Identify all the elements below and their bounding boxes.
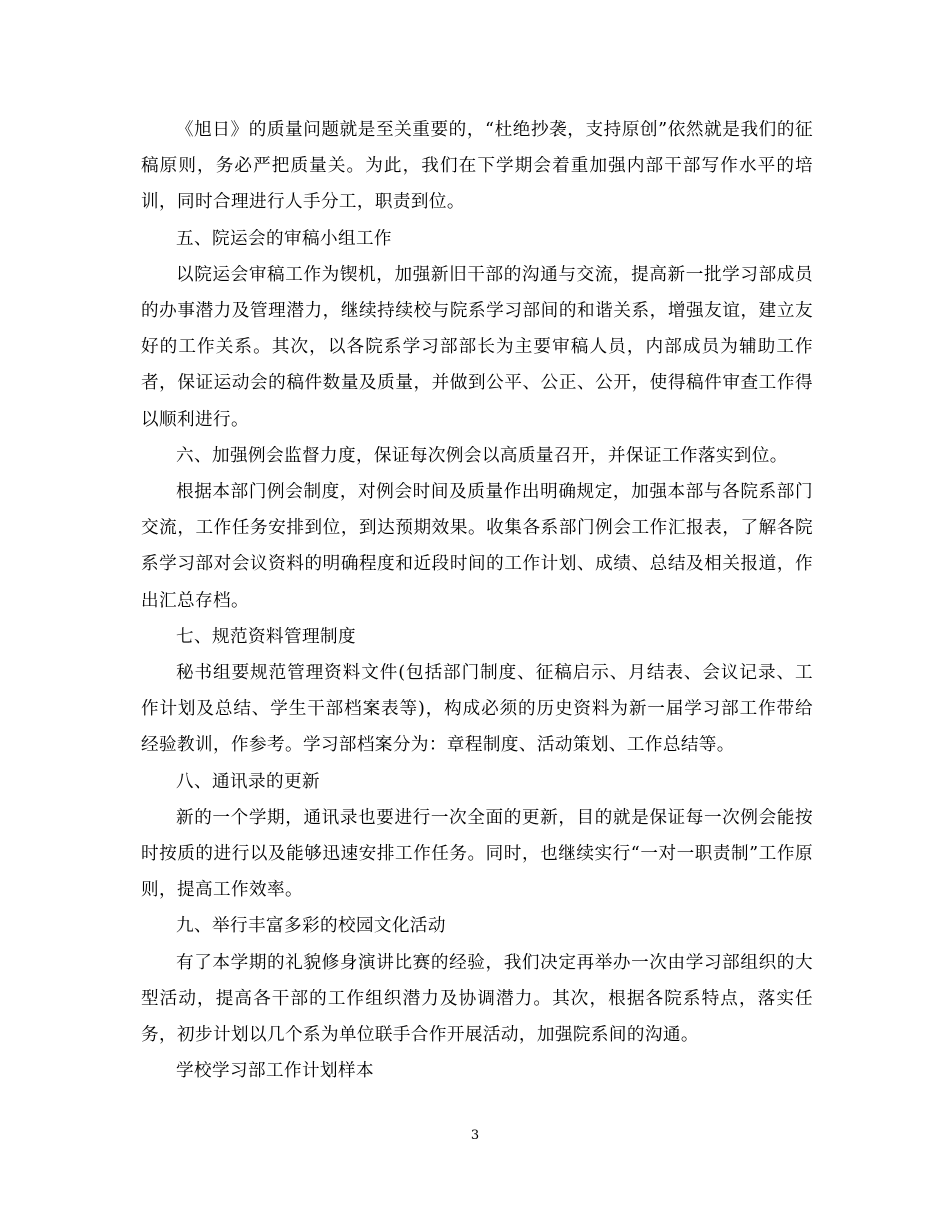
page-number: 3	[470, 1128, 480, 1143]
paragraph-quality-requirement: 《旭日》的质量问题就是至关重要的，“杜绝抄袭，支持原创”依然就是我们的征稿原则，务必严把质量关。为此，我们在下学期会着重加强内部干部写作水平的培训，同时合理进行人手分工，职责到位。	[141, 120, 813, 213]
document-body	[141, 112, 813, 1089]
sample-title-heading: 学校学习部工作计划样本	[176, 1061, 374, 1082]
paragraph-records-management: 秘书组要规范管理资料文件(包括部门制度、征稿启示、月结表、会议记录、工作计划及总结、学生干部档案表等)，构成必须的历史资料为新一届学习部工作带给经验教训，作参考。学习部档案分为：章程制度、活动策划、工作总结等。	[141, 663, 813, 756]
paragraph-meeting-system: 根据本部门例会制度，对例会时间及质量作出明确规定，加强本部与各院系部门交流，工作任务安排到位，到达预期效果。收集各系部门例会工作汇报表，了解各院系学习部对会议资料的明确程度和近段时间的工作计划、成绩、总结及相关报道，作出汇总存档。	[141, 482, 813, 611]
paragraph-review-group: 以院运会审稿工作为锲机，加强新旧干部的沟通与交流，提高新一批学习部成员的办事潜力及管理潜力，继续持续校与院系学习部间的和谐关系，增强友谊，建立友好的工作关系。其次，以各院系学习部部长为主要审稿人员，内部成员为辅助工作者，保证运动会的稿件数量及质量，并做到公平、公正、公开，使得稿件审查工作得以顺利进行。	[141, 264, 813, 430]
section-heading-six: 六、加强例会监督力度，保证每次例会以高质量召开，并保证工作落实到位。	[176, 445, 788, 466]
section-heading-nine: 九、举行丰富多彩的校园文化活动	[176, 916, 446, 937]
paragraph-contact-update: 新的一个学期，通讯录也要进行一次全面的更新，目的就是保证每一次例会能按时按质的进行以及能够迅速安排工作任务。同时，也继续实行“一对一职责制”工作原则，提高工作效率。	[141, 807, 813, 901]
paragraph-cultural-activities: 有了本学期的礼貌修身演讲比赛的经验，我们决定再举办一次由学习部组织的大型活动，提高各干部的工作组织潜力及协调潜力。其次，根据各院系特点，落实任务，初步计划以几个系为单位联手合作开展活动，加强院系间的沟通。	[141, 952, 813, 1046]
section-heading-eight: 八、通讯录的更新	[176, 771, 320, 792]
section-heading-five: 五、院运会的审稿小组工作	[176, 228, 392, 249]
section-heading-seven: 七、规范资料管理制度	[176, 626, 356, 647]
